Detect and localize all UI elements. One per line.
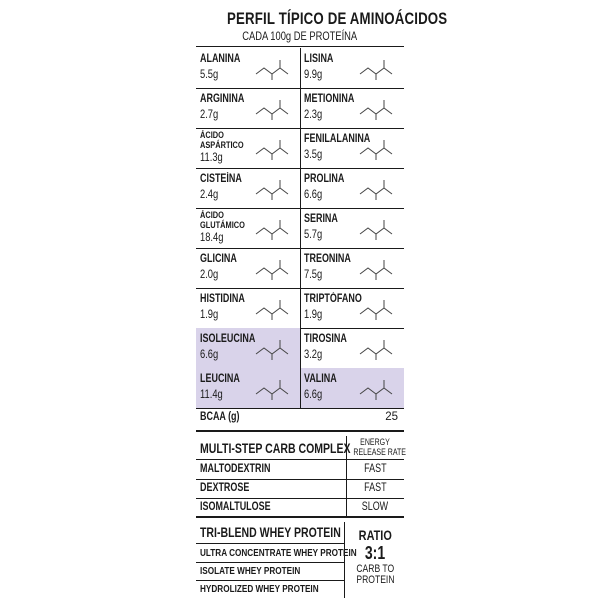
glycine-molecule-icon [252, 254, 296, 282]
amino-cell-left [196, 168, 300, 208]
whey-row-divider [196, 580, 344, 581]
amino-cell-left [196, 328, 300, 368]
carb-row-divider [196, 479, 404, 480]
carb-rate-header: ENERGY RELEASE RATE [353, 437, 406, 457]
valine-molecule-icon [356, 374, 400, 402]
bcaa-label: BCAA (g) [200, 411, 240, 423]
amino-name: ALANINA [200, 53, 241, 65]
aspartic-acid-molecule-icon [252, 134, 296, 162]
amino-name: VALINA [304, 373, 337, 385]
amino-value: 5.7g [304, 227, 323, 241]
amino-name: LISINA [304, 53, 334, 65]
amino-name: ISOLEUCINA [200, 333, 256, 345]
amino-name: CISTEÍNA [200, 173, 242, 185]
amino-value: 1.9g [200, 307, 219, 321]
tyrosine-molecule-icon [356, 334, 400, 362]
amino-cell-right [300, 48, 404, 88]
serine-molecule-icon [356, 214, 400, 242]
amino-name: HISTIDINA [200, 293, 245, 305]
amino-value: 9.9g [304, 67, 323, 81]
carb-rate: FAST [363, 482, 387, 494]
amino-value: 6.6g [304, 187, 323, 201]
amino-name: TREONINA [304, 253, 351, 265]
amino-cell-left [196, 48, 300, 88]
amino-value: 7.5g [304, 267, 323, 281]
carb-title: MULTI-STEP CARB COMPLEX [200, 441, 351, 456]
amino-value: 1.9g [304, 307, 323, 321]
tryptophan-molecule-icon [356, 294, 400, 322]
row-divider [196, 408, 404, 409]
cysteine-molecule-icon [252, 174, 296, 202]
amino-name: TIROSINA [304, 333, 347, 345]
carb-name: ISOMALTULOSE [200, 501, 271, 513]
column-divider [300, 48, 301, 408]
amino-name: TRIPTÓFANO [304, 293, 362, 305]
amino-cell-right [300, 328, 404, 368]
leucine-molecule-icon [252, 374, 296, 402]
whey-row-divider [196, 562, 344, 563]
amino-value: 2.7g [200, 107, 219, 121]
carb-row-divider [196, 498, 404, 499]
amino-cell-left [196, 288, 300, 328]
amino-cell-left [196, 128, 300, 168]
carb-name: MALTODEXTRIN [200, 463, 271, 475]
amino-value: 3.5g [304, 147, 323, 161]
carb-header-divider [196, 459, 404, 460]
arginine-molecule-icon [252, 94, 296, 122]
threonine-molecule-icon [356, 254, 400, 282]
whey-title: TRI-BLEND WHEY PROTEIN [200, 525, 341, 540]
amino-cell-left [196, 248, 300, 288]
amino-value: 2.4g [200, 187, 219, 201]
amino-cell-right [300, 128, 404, 168]
ratio-value: 3:1 [364, 543, 386, 563]
amino-cell-left [196, 88, 300, 128]
amino-value: 2.3g [304, 107, 323, 121]
isoleucine-molecule-icon [252, 334, 296, 362]
amino-value: 18.4g [200, 230, 224, 244]
glutamic-acid-molecule-icon [252, 214, 296, 242]
amino-name: ÁCIDO ASPÁRTICO [200, 130, 244, 151]
whey-item: HYDROLIZED WHEY PROTEIN [200, 583, 319, 595]
amino-cell-left [196, 208, 300, 248]
amino-cell-right [300, 368, 404, 408]
bcaa-divider [196, 430, 404, 432]
amino-name: ARGININA [200, 93, 245, 105]
amino-value: 5.5g [200, 67, 219, 81]
amino-value: 6.6g [200, 347, 219, 361]
amino-cell-right [300, 208, 404, 248]
carb-rate: FAST [363, 463, 387, 475]
ratio-note: CARB TO PROTEIN [355, 563, 395, 586]
amino-acid-profile-panel [196, 0, 448, 600]
bcaa-value: 25 [385, 411, 398, 423]
methionine-molecule-icon [356, 94, 400, 122]
alanine-molecule-icon [252, 54, 296, 82]
amino-value: 2.0g [200, 267, 219, 281]
amino-name: GLICINA [200, 253, 237, 265]
lysine-molecule-icon [356, 54, 400, 82]
histidine-molecule-icon [252, 294, 296, 322]
amino-cell-right [300, 248, 404, 288]
page-title: PERFIL TÍPICO DE AMINOÁCIDOS [227, 9, 448, 28]
amino-value: 11.3g [200, 150, 223, 164]
whey-item: ULTRA CONCENTRATE WHEY PROTEIN [200, 547, 357, 559]
header-divider [196, 46, 404, 47]
amino-value: 6.6g [304, 387, 323, 401]
ratio-label: RATIO [358, 527, 392, 543]
amino-value: 11.4g [200, 387, 223, 401]
carb-bottom-divider [196, 516, 404, 518]
amino-cell-right [300, 288, 404, 328]
amino-cell-left [196, 368, 300, 408]
amino-cell-right [300, 168, 404, 208]
amino-name: PROLINA [304, 173, 345, 185]
phenylalanine-molecule-icon [356, 134, 400, 162]
amino-cell-right [300, 88, 404, 128]
proline-molecule-icon [356, 174, 400, 202]
carb-rate: SLOW [361, 501, 389, 513]
whey-item: ISOLATE WHEY PROTEIN [200, 565, 301, 577]
whey-header-divider [196, 543, 344, 544]
amino-name: LEUCINA [200, 373, 240, 385]
amino-name: METIONINA [304, 93, 355, 105]
amino-name: SERINA [304, 213, 338, 225]
page-subtitle: CADA 100g DE PROTEÍNA [242, 29, 358, 43]
amino-value: 3.2g [304, 347, 323, 361]
carb-name: DEXTROSE [200, 482, 250, 494]
amino-name: ÁCIDO GLUTÁMICO [200, 210, 245, 231]
amino-name: FENILALANINA [304, 133, 371, 145]
